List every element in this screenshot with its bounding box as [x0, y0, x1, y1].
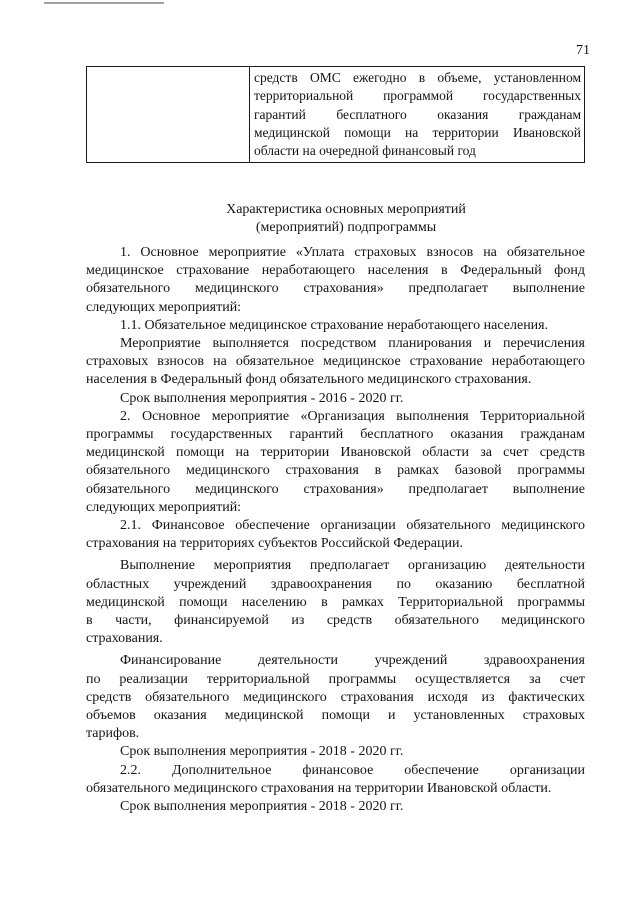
body-line: в части, финансируемой из средств обязательного медицинского: [86, 613, 585, 629]
body-line: обязательного медицинского страхования» предполагает выполнение: [86, 481, 585, 497]
table-cell-text: [250, 67, 585, 163]
body-line: 2. Основное мероприятие «Организация выполнения Территориальной: [120, 408, 585, 424]
body-line: Срок выполнения мероприятия - 2018 - 2020 гг.: [120, 744, 404, 760]
body-line: объемов оказания медицинской помощи и установленных страховых: [86, 708, 585, 724]
body-line: страхования.: [86, 631, 163, 647]
body-line: обязательного медицинского страхования на территории Ивановской области.: [86, 780, 552, 796]
body-line: областных учреждений здравоохранения по оказанию бесплатной: [86, 576, 585, 592]
body-line: тарифов.: [86, 726, 140, 742]
document-body: [86, 244, 585, 816]
body-line: Выполнение мероприятия предполагает организацию деятельности: [120, 558, 585, 574]
table-text-line: медицинской помощи на территории Ивановской: [254, 124, 581, 140]
body-line: обязательного медицинского страхования» предполагает выполнение: [86, 281, 585, 297]
body-line: Срок выполнения мероприятия - 2016 - 2020 гг.: [120, 390, 404, 406]
scan-artifact: [44, 2, 164, 4]
body-line: по реализации территориальной программы осуществляется за счет: [86, 671, 585, 687]
body-line: медицинское страхование неработающего населения в Федеральный фонд: [86, 263, 585, 279]
body-line: Финансирование деятельности учреждений здравоохранения: [120, 653, 585, 669]
body-line: медицинской помощи на территории Ивановской области за счет средств: [86, 445, 585, 461]
body-line: страхования на территориях субъектов Российской Федерации.: [86, 536, 463, 552]
body-line: населения в Федеральный фонд обязательного медицинского страхования.: [86, 372, 532, 388]
body-line: медицинской помощи населению в рамках Территориальной программы: [86, 594, 585, 610]
body-line: следующих мероприятий:: [86, 299, 242, 315]
body-line: страховых взносов на обязательное медицинское страхование неработающего: [86, 354, 585, 370]
section-subheading: (мероприятий) подпрограммы: [255, 220, 437, 235]
body-line: Срок выполнения мероприятия - 2018 - 2020 гг.: [120, 799, 404, 815]
body-line: обязательного медицинского страхования в рамках базовой программы: [86, 463, 585, 479]
body-line: Мероприятие выполняется посредством планирования и перечисления: [120, 336, 585, 352]
table-text-line: территориальной программой государственных: [254, 88, 581, 104]
table-text-line: области на очередной финансовый год: [254, 143, 476, 159]
page-number: 71: [576, 43, 590, 58]
body-line: 2.2. Дополнительное финансовое обеспечение организации: [120, 762, 585, 778]
table-text-line: средств ОМС ежегодно в объеме, установленном: [254, 70, 581, 85]
body-line: следующих мероприятий:: [86, 499, 242, 515]
body-line: программы государственных гарантий бесплатного оказания гражданам: [86, 427, 585, 443]
body-line: 2.1. Финансовое обеспечение организации обязательного медицинского: [120, 518, 585, 534]
table-cell-empty: [87, 67, 250, 163]
section-heading: Характеристика основных мероприятий: [226, 202, 466, 217]
body-line: средств обязательного медицинского страхования исходя из фактических: [86, 689, 585, 705]
table-row: [87, 67, 585, 163]
continuation-table: [86, 66, 585, 163]
body-line: 1. Основное мероприятие «Уплата страховых взносов на обязательное: [120, 245, 585, 260]
body-line: 1.1. Обязательное медицинское страхование неработающего населения.: [120, 317, 549, 333]
table-text-line: гарантий бесплатного оказания гражданам: [254, 106, 581, 122]
